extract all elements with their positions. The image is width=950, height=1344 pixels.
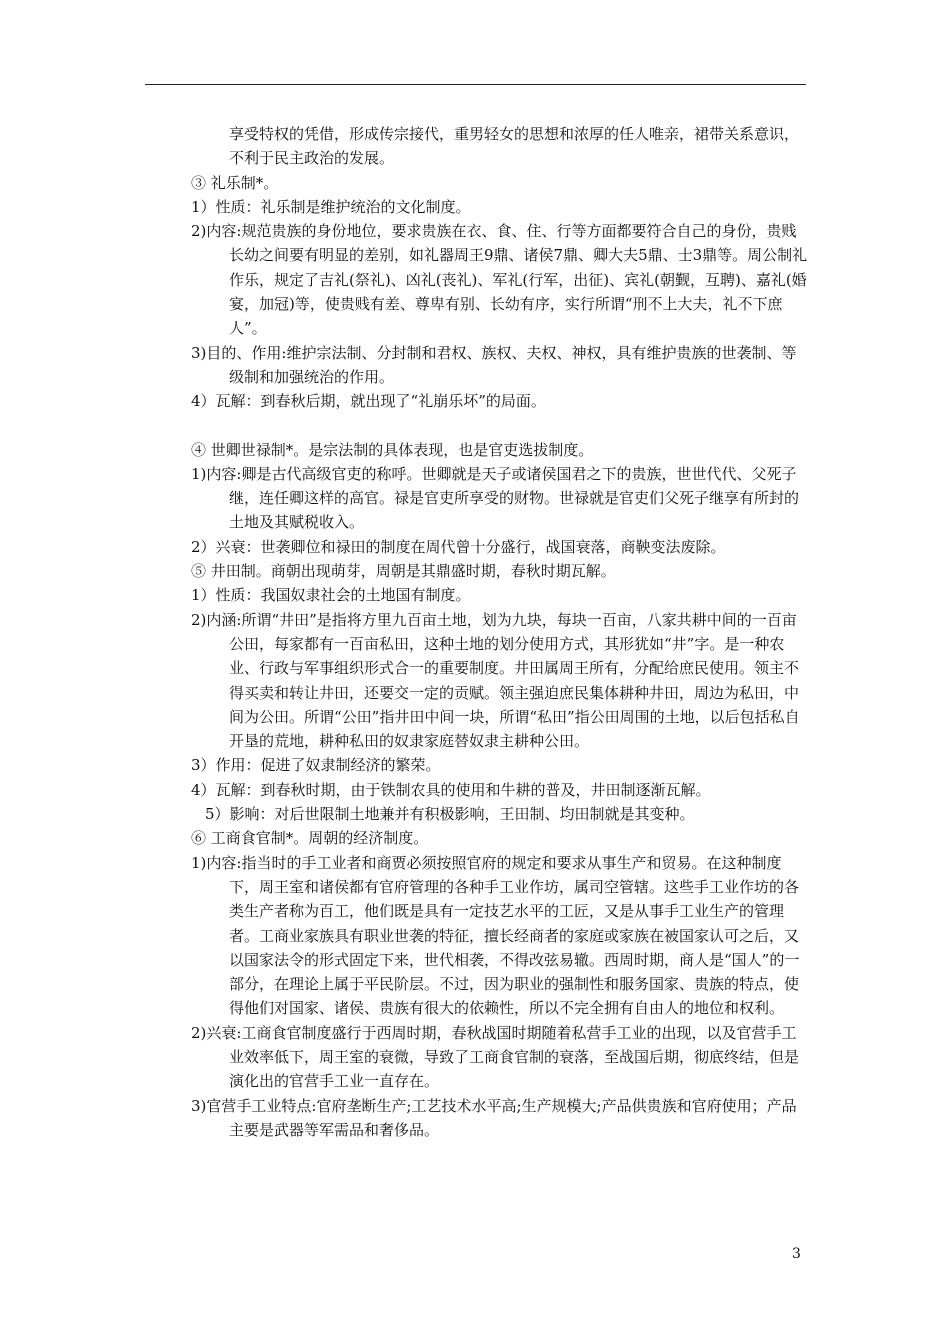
section-heading-gongshang: ⑥ 工商食官制*。周朝的经济制度。 (191, 829, 429, 848)
paragraph: 1)内容:卿是古代高级官吏的称呼。世卿就是天子或诸侯国君之下的贵族，世世代代、父死子继，连任卿这样的高官。禄是官吏所享受的财物。世禄就是官吏们父死子继享有所封的土地及其赋税收入。 (191, 464, 800, 532)
paragraph: 5）影响：对后世限制土地兼并有积极影响，王田制、均田制就是其变种。 (205, 805, 695, 824)
document-body (191, 122, 811, 1142)
section-heading-shiqing: ④ 世卿世禄制*。是宗法制的具体表现，也是官吏选拔制度。 (191, 440, 594, 459)
paragraph: 2)内涵:所谓“井田”是指将方里九百亩土地，划为九块，每块一百亩，八家共耕中间的一百亩公田，每家都有一百亩私田，这种土地的划分使用方式，其形犹如“井”字。是一种农业、行政与军事组织形式合一的重要制度。井田属周王所有，分配给庶民使用。领主不得买卖和转让井田，还要交一定的贡赋。领主强迫庶民集体耕种井田，周边为私田，中间为公田。所谓“公田”指井田中间一块，所谓“私田”指公田周围的土地，以后包括私自开垦的荒地，耕种私田的奴隶家庭替奴隶主耕种公田。 (191, 610, 800, 751)
paragraph: 1)内容:指当时的手工业者和商贾必须按照官府的规定和要求从事生产和贸易。在这种制度下，周王室和诸侯都有官府管理的各种手工业作坊，属司空管辖。这些手工业作坊的各类生产者称为百工，他们既是具有一定技艺水平的工匠，又是从事手工业生产的管理者。工商业家族具有职业世袭的特征，擅长经商者的家庭或家族在被国家认可之后，又以国家法令的形式固定下来，世代相袭，不得改弦易辙。西周时期，商人是“国人”的一部分，在理论上属于平民阶层。不过，因为职业的强制性和服务国家、贵族的特点，使得他们对国家、诸侯、贵族有很大的依赖性，所以不完全拥有自由人的地位和权利。 (191, 853, 800, 1018)
paragraph: 3)官营手工业特点:官府垄断生产;工艺技术水平高;生产规模大;产品供贵族和官府使用；产品主要是武器等军需品和奢侈品。 (191, 1096, 797, 1139)
paragraph-continuation: 享受特权的凭借，形成传宗接代，重男轻女的思想和浓厚的任人唯亲，裙带关系意识，不利于民主政治的发展。 (229, 125, 800, 168)
section-heading-liyue: ③ 礼乐制*。 (191, 173, 279, 192)
section-heading-jingtian: ⑤ 井田制。商朝出现萌芽，周朝是其鼎盛时期，春秋时期瓦解。 (191, 562, 616, 581)
paragraph: 3）作用：促进了奴隶制经济的繁荣。 (191, 756, 441, 775)
page-number: 3 (792, 1246, 801, 1262)
paragraph: 4）瓦解：到春秋时期，由于铁制农具的使用和牛耕的普及，井田制逐渐瓦解。 (191, 780, 711, 799)
paragraph: 2)内容:规范贵族的身份地位，要求贵族在衣、食、住、行等方面都要符合自己的身份，贵贱长幼之间要有明显的差别，如礼器周王9鼎、诸侯7鼎、卿大夫5鼎、士3鼎等。周公制礼作乐，规定了吉礼(祭礼)、凶礼(丧礼)、军礼(行军，出征)、宾礼(朝觐，互聘)、嘉礼(婚宴，加冠)等，使贵贱有差、尊卑有别、长幼有序，实行所谓“刑不上大夫，礼不下庶人”。 (191, 222, 808, 338)
paragraph: 1）性质：我国奴隶社会的土地国有制度。 (191, 586, 471, 605)
paragraph: 2）兴衰：世袭卿位和禄田的制度在周代曾十分盛行，战国衰落，商鞅变法废除。 (191, 537, 726, 556)
paragraph: 3)目的、作用:维护宗法制、分封制和君权、族权、夫权、神权，具有维护贵族的世袭制、等级制和加强统治的作用。 (191, 343, 797, 386)
paragraph: 4）瓦解：到春秋后期，就出现了“礼崩乐坏”的局面。 (191, 392, 546, 411)
paragraph: 1）性质：礼乐制是维护统治的文化制度。 (191, 197, 471, 216)
blank-line (191, 414, 811, 438)
header-rule (145, 84, 806, 85)
paragraph: 2)兴衰:工商食官制度盛行于西周时期，春秋战国时期随着私营手工业的出现，以及官营手工业效率低下，周王室的衰微，导致了工商食官制的衰落，至战国后期，彻底终结，但是演化出的官营手工业一直存在。 (191, 1023, 800, 1091)
